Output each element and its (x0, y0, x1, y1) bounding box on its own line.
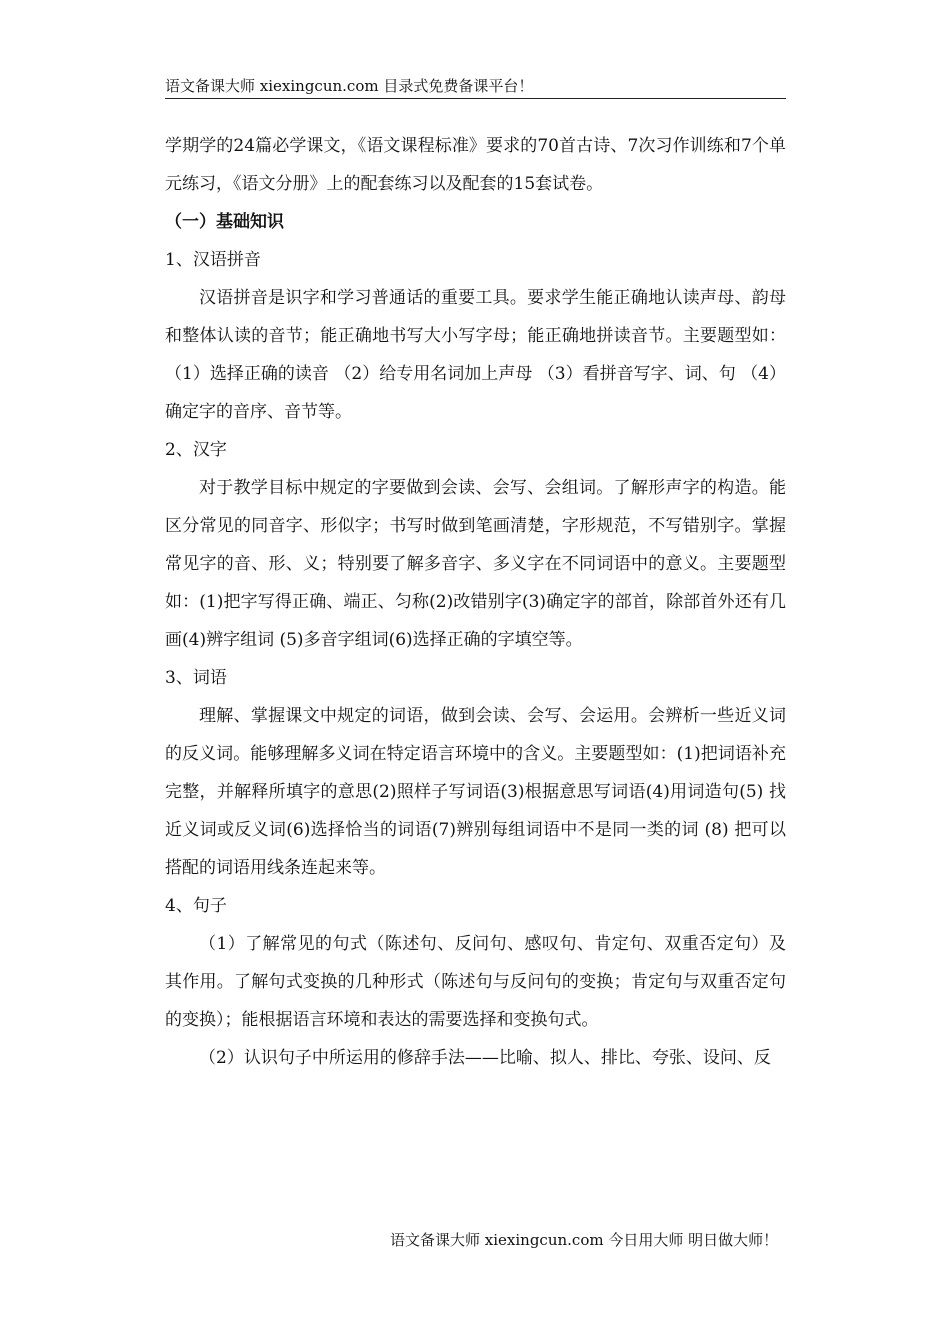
paragraph-juzi-2: （2）认识句子中所运用的修辞手法——比喻、拟人、排比、夸张、设问、反 (199, 1048, 771, 1068)
subheading-pinyin: 1、汉语拼音 (165, 250, 261, 270)
page-footer: 语文备课大师 xiexingcun.com 今日用大师 明日做大师！ (390, 1231, 779, 1249)
subheading-ciyu: 3、词语 (165, 668, 227, 688)
subheading-hanzi: 2、汉字 (165, 440, 227, 460)
intro-paragraph: 学期学的24篇必学课文，《语文课程标准》要求的70首古诗、7次习作训练和7个单元练习，《语文分册》上的配套练习以及配套的15套试卷。 (165, 136, 786, 194)
section-heading: （一）基础知识 (165, 212, 284, 232)
document-body (165, 127, 786, 1077)
header-divider (165, 98, 786, 99)
subheading-juzi: 4、句子 (165, 896, 227, 916)
paragraph-hanzi: 对于教学目标中规定的字要做到会读、会写、会组词。了解形声字的构造。能区分常见的同音字、形似字；书写时做到笔画清楚，字形规范，不写错别字。掌握常见字的音、形、义；特别要了解多音字、多义字在不同词语中的意义。主要题型如：(1)把字写得正确、端正、匀称(2)改错别字(3)确定字的部首，除部首外还有几画(4)辨字组词 (5)多音字组词(6)选择正确的字填空等。 (165, 478, 786, 650)
paragraph-juzi-1: （1）了解常见的句式（陈述句、反问句、感叹句、肯定句、双重否定句）及其作用。了解句式变换的几种形式（陈述句与反问句的变换；肯定句与双重否定句的变换）；能根据语言环境和表达的需要选择和变换句式。 (165, 934, 786, 1030)
paragraph-pinyin: 汉语拼音是识字和学习普通话的重要工具。要求学生能正确地认读声母、韵母和整体认读的音节；能正确地书写大小写字母；能正确地拼读音节。主要题型如：（1）选择正确的读音 （2）给专用名词加上声母 （3）看拼音写字、词、句 （4）确定字的音序、音节等。 (165, 288, 786, 422)
page-header: 语文备课大师 xiexingcun.com 目录式免费备课平台！ (165, 77, 534, 95)
paragraph-ciyu: 理解、掌握课文中规定的词语，做到会读、会写、会运用。会辨析一些近义词的反义词。能够理解多义词在特定语言环境中的含义。主要题型如：(1)把词语补充完整，并解释所填字的意思(2)照样子写词语(3)根据意思写词语(4)用词造句(5) 找近义词或反义词(6)选择恰当的词语(7)辨别每组词语中不是同一类的词 (8) 把可以搭配的词语用线条连起来等。 (165, 706, 786, 878)
